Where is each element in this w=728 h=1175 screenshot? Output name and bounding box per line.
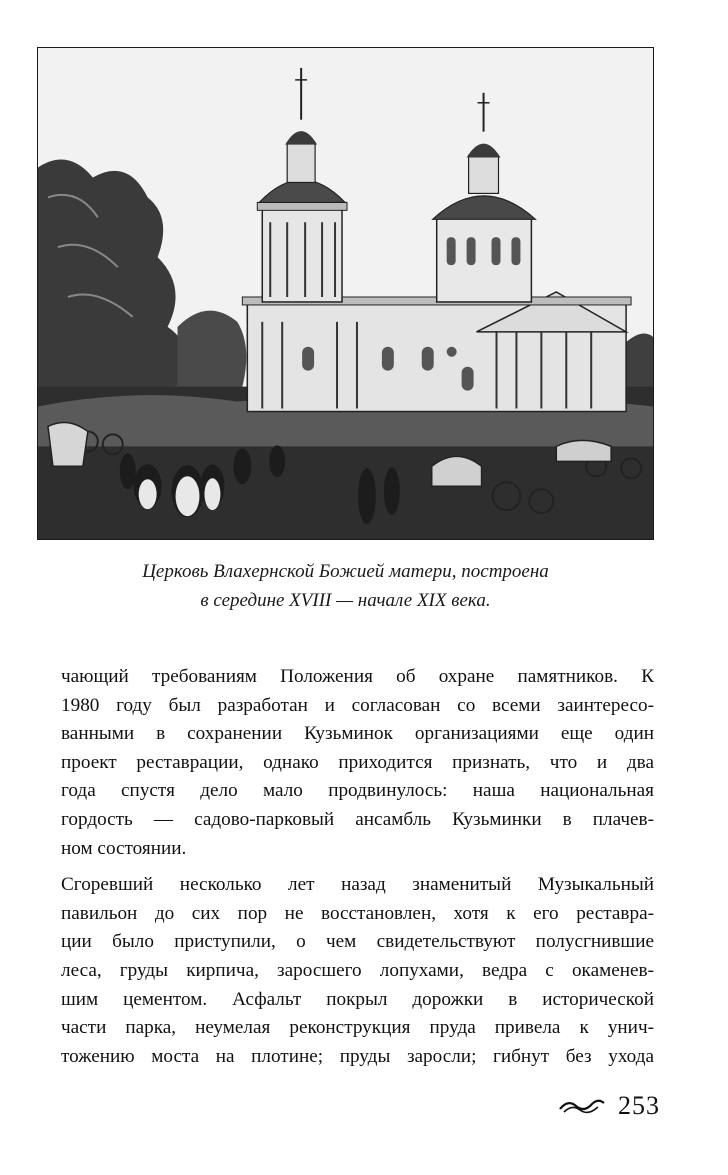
text-line: ванными в сохранении Кузьминок организациями еще один [61,723,654,745]
text-line: года спустя дело мало продвинулось: наша национальная [61,780,654,802]
page-number: 253 [618,1091,660,1120]
tilde-ornament-icon [558,1095,606,1117]
text-line: гордость — садово-парковый ансамбль Кузьминки в плачев- [61,808,654,830]
text-line: шим цементом. Асфальт покрыл дорожки в исторической [61,988,654,1010]
text-line: проект реставрации, однако приходится признать, что и два [61,751,654,773]
body-text [61,663,654,1071]
paragraph-2 [61,871,654,1071]
text-line: павильон до сих пор не восстановлен, хотя к его реставра- [61,902,654,924]
text-line: 1980 году был разработан и согласован со всеми заинтересо- [61,694,654,716]
paragraph-1 [61,663,654,863]
caption-line-1: Церковь Влахернской Божией матери, построена [142,561,549,582]
text-line: Сгоревший несколько лет назад знаменитый Музыкальный [61,874,654,896]
text-line: ном состоянии. [61,837,187,859]
text-line: ции было приступили, о чем свидетельствуют полусгнившие [61,931,654,953]
church-illustration [37,47,654,540]
text-line: чающий требованиям Положения об охране памятников. К [61,666,654,687]
figure-caption [37,557,654,615]
text-line: леса, груды кирпича, заросшего лопухами, ведра с окаменев- [61,959,654,981]
caption-line-2: в середине XVIII — начале XIX века. [200,590,491,611]
page-footer [530,1086,660,1126]
text-line: части парка, неумелая реконструкция пруда привела к унич- [61,1017,654,1039]
text-line: тожению моста на плотине; пруды заросли; гибнут без ухода [61,1045,654,1067]
